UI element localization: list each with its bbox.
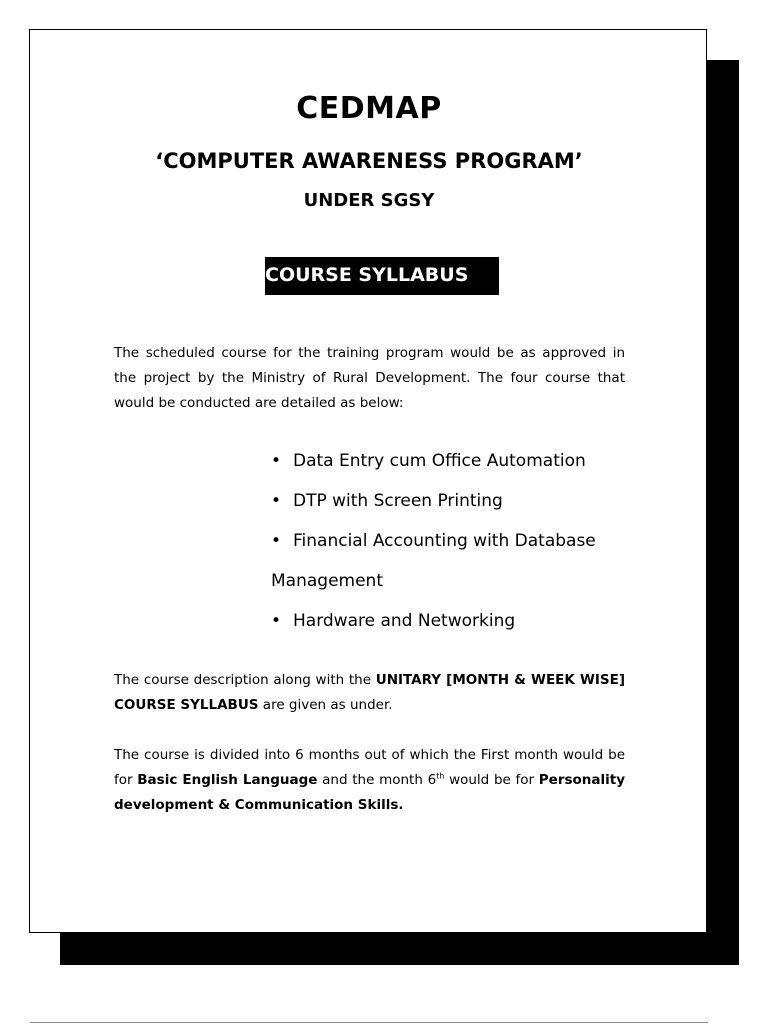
course-label: Hardware and Networking	[293, 611, 516, 631]
course-label: DTP with Screen Printing	[293, 491, 503, 511]
description-lead: The course description along with the	[114, 672, 376, 688]
program-title: ‘COMPUTER AWARENESS PROGRAM’	[155, 149, 583, 173]
first-month-subject: Basic English Language	[137, 772, 318, 788]
bullet-icon: •	[271, 531, 282, 551]
course-label: Data Entry cum Office Automation	[293, 451, 586, 471]
ordinal-superscript: th	[436, 771, 445, 781]
bottom-rule	[30, 1022, 708, 1023]
section-heading: COURSE SYLLABUS	[265, 264, 469, 286]
description-tail: are given as under.	[258, 697, 393, 713]
scheme-subtitle: UNDER SGSY	[303, 190, 435, 211]
intro-paragraph: The scheduled course for the training program would be as approved in the project by the Ministry of Rural Development. The four course that would be conducted are detailed as below:	[114, 345, 625, 411]
duration-paragraph	[114, 743, 625, 818]
sixth-month-subject: Personality development & Communication Skills.	[114, 772, 626, 813]
course-list-item	[271, 521, 631, 601]
duration-part-2: and the month 6	[317, 772, 437, 788]
bullet-icon: •	[271, 451, 282, 471]
course-list-item	[271, 601, 631, 641]
course-list-item	[271, 441, 631, 481]
course-list	[271, 441, 631, 641]
bullet-icon: •	[271, 611, 282, 631]
course-list-item	[271, 481, 631, 521]
course-label: Financial Accounting with Database	[293, 531, 596, 551]
document-title: CEDMAP	[296, 91, 442, 126]
duration-part-1: The course is divided into 6 months out of which the First month would be for	[114, 747, 625, 788]
course-label-continuation: Management	[271, 571, 383, 591]
document-page	[29, 29, 707, 933]
bullet-icon: •	[271, 491, 282, 511]
duration-part-3: would be for	[444, 772, 539, 788]
description-paragraph	[114, 668, 625, 718]
syllabus-emphasis: UNITARY [MONTH & WEEK WISE] COURSE SYLLABUS	[114, 672, 625, 713]
section-heading-box	[265, 257, 499, 295]
